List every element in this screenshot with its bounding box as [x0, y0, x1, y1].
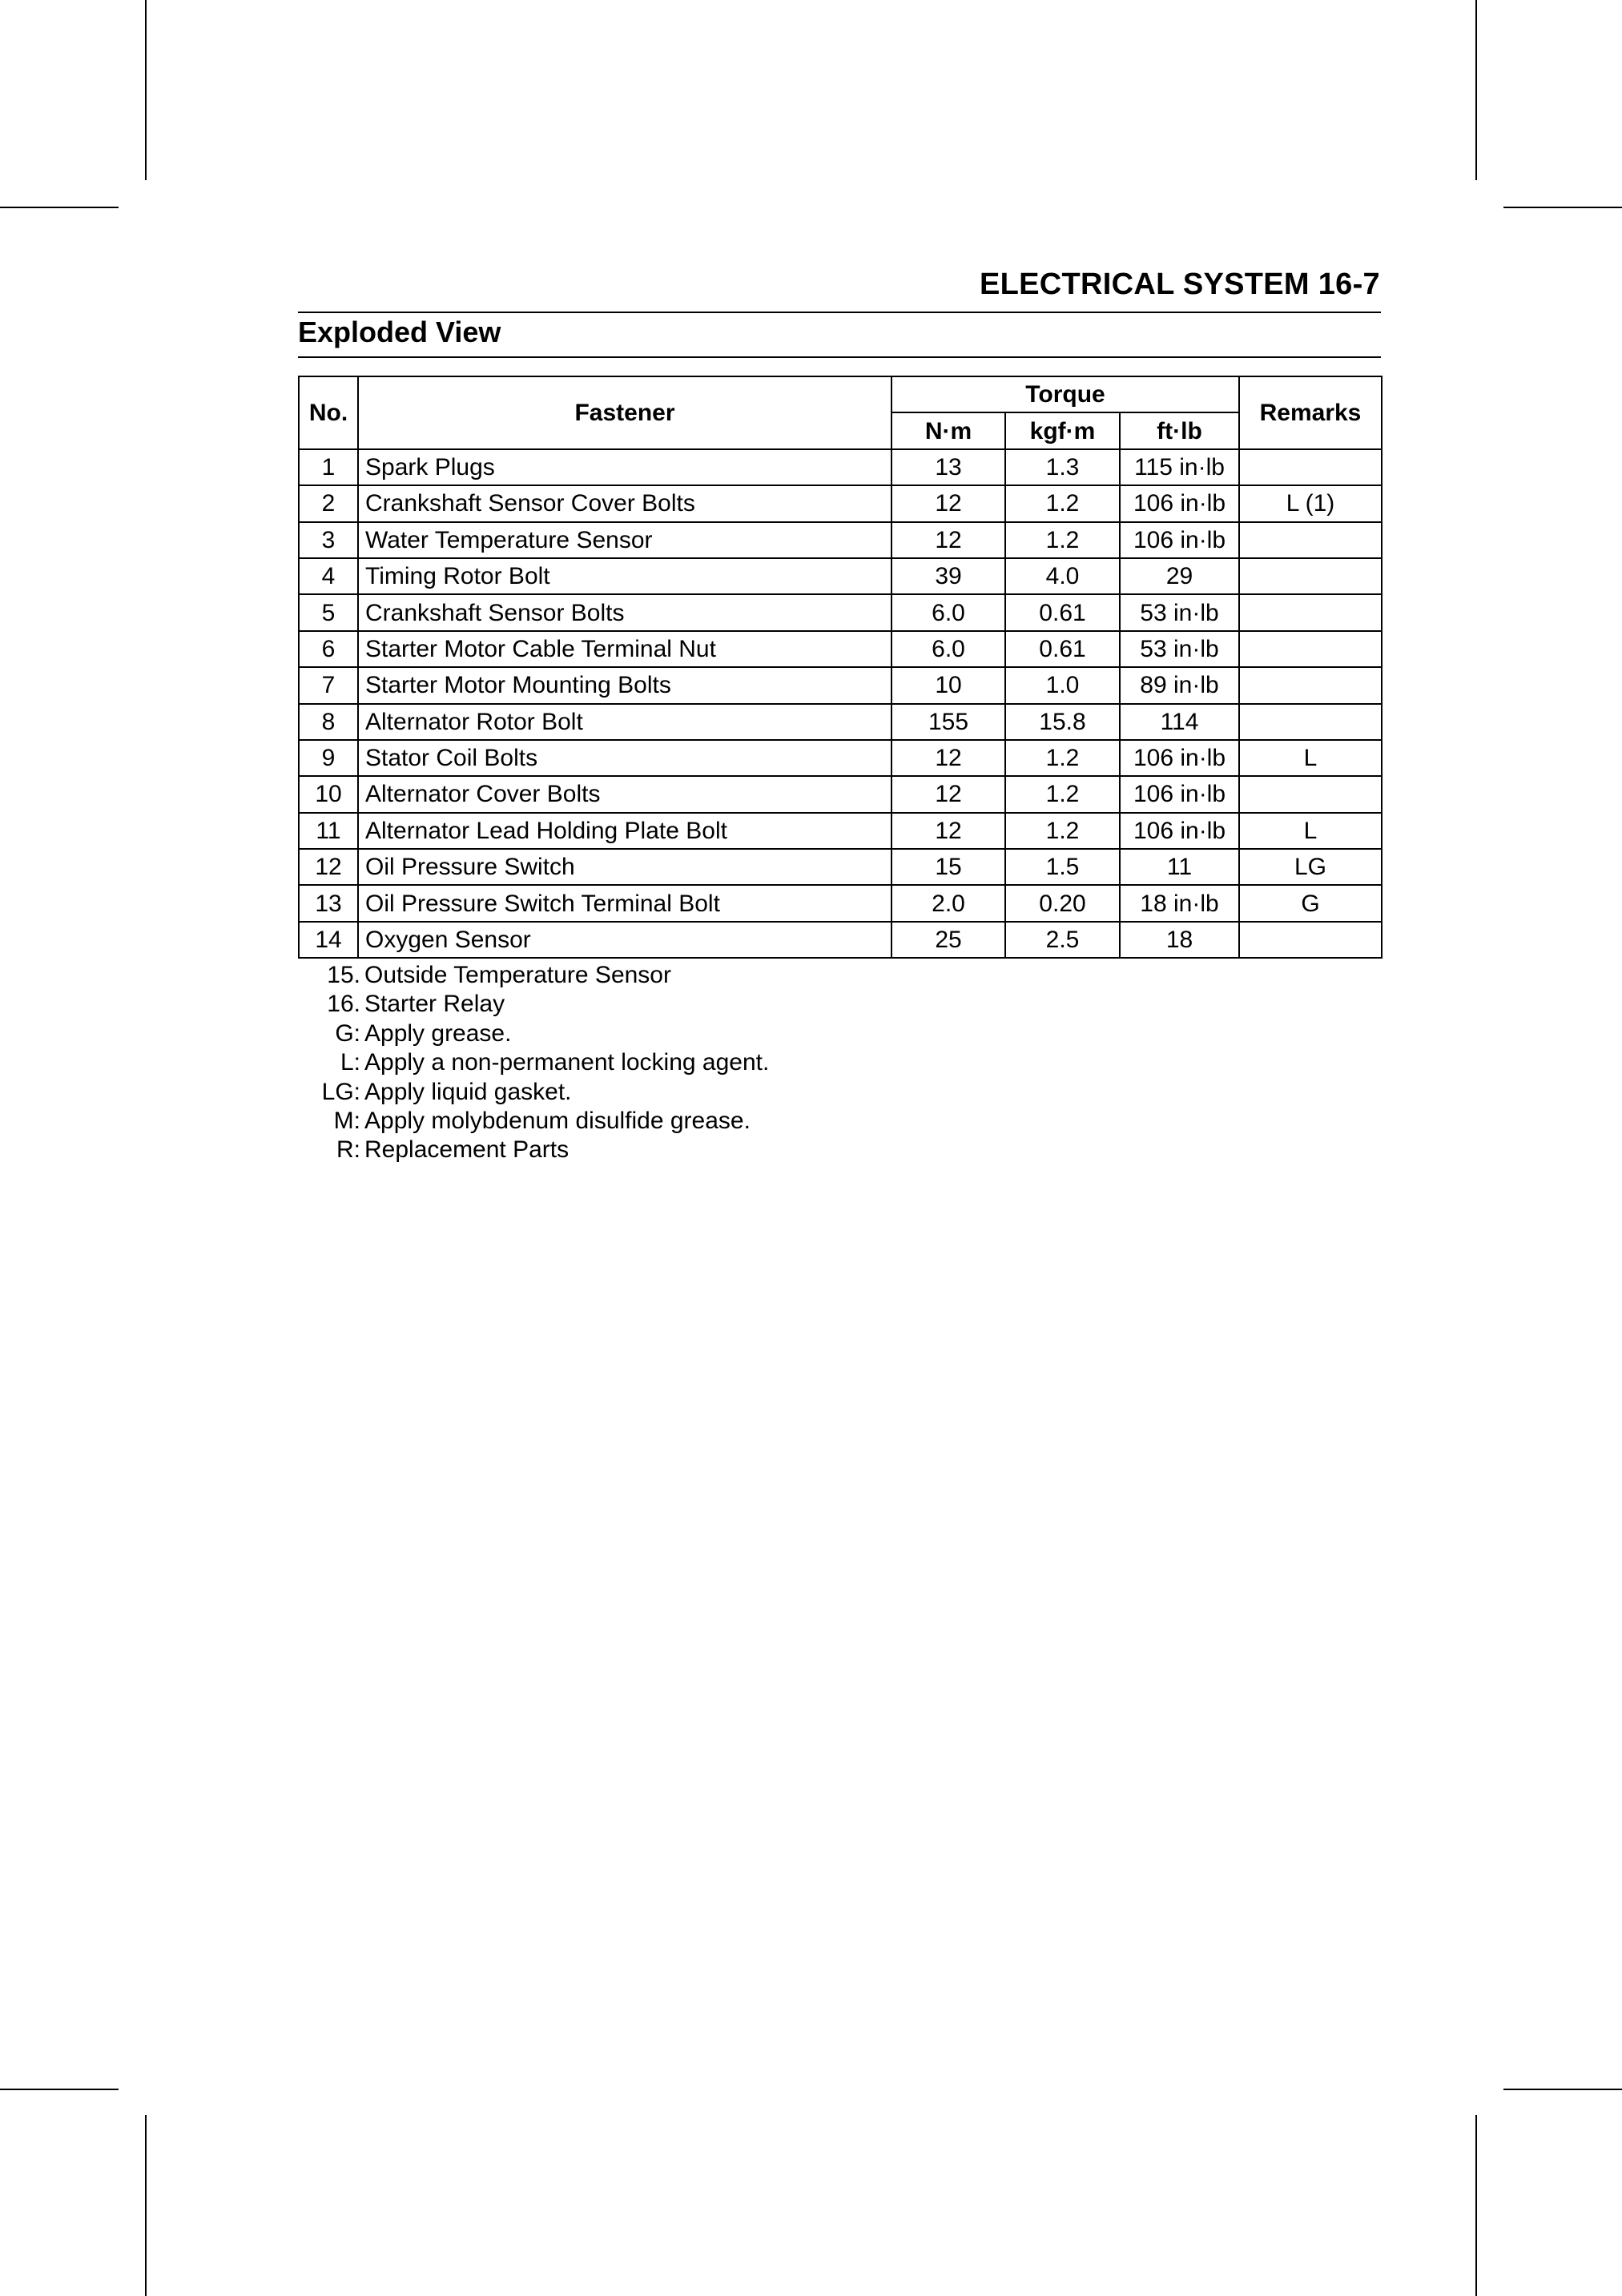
cell-no: 7 [299, 667, 358, 703]
notes-list [298, 961, 939, 1165]
cell-no: 1 [299, 449, 358, 485]
header-torque: Torque [891, 376, 1239, 412]
cell-ftlb: 106 in·lb [1120, 813, 1239, 849]
cell-kgfm: 1.2 [1005, 740, 1120, 776]
table-row [299, 485, 1382, 521]
cell-remarks [1239, 594, 1382, 630]
cell-nm: 6.0 [891, 631, 1005, 667]
cell-nm: 2.0 [891, 885, 1005, 921]
table-row [299, 922, 1382, 958]
cell-nm: 12 [891, 776, 1005, 812]
torque-table [298, 376, 1383, 959]
cell-fastener: Crankshaft Sensor Cover Bolts [358, 485, 891, 521]
cell-fastener: Alternator Lead Holding Plate Bolt [358, 813, 891, 849]
crop-mark [145, 2115, 147, 2296]
note-item [298, 1107, 939, 1136]
cell-remarks: G [1239, 885, 1382, 921]
header-remarks: Remarks [1239, 376, 1382, 449]
cell-nm: 12 [891, 485, 1005, 521]
cell-no: 2 [299, 485, 358, 521]
page-title: ELECTRICAL SYSTEM 16-7 [980, 267, 1380, 301]
cell-fastener: Spark Plugs [358, 449, 891, 485]
crop-mark [1475, 0, 1477, 180]
cell-ftlb: 18 in·lb [1120, 885, 1239, 921]
cell-remarks [1239, 667, 1382, 703]
cell-fastener: Oxygen Sensor [358, 922, 891, 958]
cell-kgfm: 2.5 [1005, 922, 1120, 958]
cell-kgfm: 0.20 [1005, 885, 1120, 921]
cell-ftlb: 89 in·lb [1120, 667, 1239, 703]
cell-ftlb: 106 in·lb [1120, 485, 1239, 521]
note-key: R: [336, 1136, 360, 1164]
cell-no: 4 [299, 558, 358, 594]
cell-kgfm: 0.61 [1005, 594, 1120, 630]
cell-fastener: Oil Pressure Switch Terminal Bolt [358, 885, 891, 921]
cell-fastener: Stator Coil Bolts [358, 740, 891, 776]
section-title: Exploded View [298, 316, 501, 348]
cell-remarks: L (1) [1239, 485, 1382, 521]
cell-nm: 13 [891, 449, 1005, 485]
header-ftlb: ft·lb [1120, 412, 1239, 448]
cell-fastener: Starter Motor Mounting Bolts [358, 667, 891, 703]
table-body [299, 449, 1382, 958]
table-row [299, 885, 1382, 921]
cell-fastener: Alternator Rotor Bolt [358, 704, 891, 740]
table-row [299, 740, 1382, 776]
crop-mark [0, 2089, 119, 2090]
note-text: Starter Relay [364, 991, 505, 1018]
cell-ftlb: 29 [1120, 558, 1239, 594]
note-text: Apply liquid gasket. [364, 1078, 572, 1105]
cell-no: 12 [299, 849, 358, 885]
cell-remarks [1239, 558, 1382, 594]
note-key: M: [333, 1108, 360, 1135]
cell-remarks [1239, 776, 1382, 812]
cell-nm: 15 [891, 849, 1005, 885]
note-item [298, 990, 939, 1019]
note-item [298, 1078, 939, 1107]
cell-kgfm: 0.61 [1005, 631, 1120, 667]
note-text: Replacement Parts [364, 1136, 570, 1164]
table-row [299, 594, 1382, 630]
header-no: No. [299, 376, 358, 449]
crop-mark [1503, 2089, 1622, 2090]
cell-no: 3 [299, 522, 358, 558]
cell-no: 6 [299, 631, 358, 667]
table-row [299, 667, 1382, 703]
cell-remarks: LG [1239, 849, 1382, 885]
cell-no: 14 [299, 922, 358, 958]
table-header-row [299, 376, 1382, 412]
cell-nm: 6.0 [891, 594, 1005, 630]
cell-nm: 12 [891, 813, 1005, 849]
header-kgfm: kgf·m [1005, 412, 1120, 448]
cell-no: 9 [299, 740, 358, 776]
header-rule [298, 312, 1381, 313]
header-nm: N·m [891, 412, 1005, 448]
cell-remarks [1239, 449, 1382, 485]
cell-kgfm: 1.2 [1005, 485, 1120, 521]
cell-nm: 39 [891, 558, 1005, 594]
table-row [299, 813, 1382, 849]
cell-ftlb: 18 [1120, 922, 1239, 958]
note-item [298, 1136, 939, 1164]
cell-remarks [1239, 631, 1382, 667]
table-row [299, 849, 1382, 885]
note-key: LG: [321, 1078, 360, 1105]
cell-nm: 155 [891, 704, 1005, 740]
cell-nm: 12 [891, 522, 1005, 558]
cell-ftlb: 11 [1120, 849, 1239, 885]
crop-mark [1503, 207, 1622, 208]
cell-kgfm: 15.8 [1005, 704, 1120, 740]
note-key: L: [340, 1049, 360, 1076]
table-row [299, 776, 1382, 812]
table-row [299, 522, 1382, 558]
crop-mark [1475, 2115, 1477, 2296]
cell-kgfm: 1.2 [1005, 522, 1120, 558]
note-key: 15. [327, 962, 360, 988]
cell-remarks: L [1239, 740, 1382, 776]
note-item [298, 1019, 939, 1048]
cell-ftlb: 114 [1120, 704, 1239, 740]
cell-ftlb: 53 in·lb [1120, 631, 1239, 667]
cell-fastener: Oil Pressure Switch [358, 849, 891, 885]
note-text: Apply grease. [364, 1019, 512, 1047]
cell-kgfm: 1.5 [1005, 849, 1120, 885]
cell-fastener: Starter Motor Cable Terminal Nut [358, 631, 891, 667]
table-row [299, 704, 1382, 740]
cell-ftlb: 115 in·lb [1120, 449, 1239, 485]
cell-nm: 25 [891, 922, 1005, 958]
cell-no: 13 [299, 885, 358, 921]
note-text: Apply molybdenum disulfide grease. [364, 1108, 751, 1135]
cell-ftlb: 53 in·lb [1120, 594, 1239, 630]
cell-fastener: Water Temperature Sensor [358, 522, 891, 558]
crop-mark [0, 207, 119, 208]
cell-ftlb: 106 in·lb [1120, 776, 1239, 812]
cell-remarks [1239, 922, 1382, 958]
cell-kgfm: 4.0 [1005, 558, 1120, 594]
cell-ftlb: 106 in·lb [1120, 740, 1239, 776]
note-text: Outside Temperature Sensor [364, 962, 671, 988]
cell-fastener: Timing Rotor Bolt [358, 558, 891, 594]
cell-remarks [1239, 704, 1382, 740]
header-fastener: Fastener [358, 376, 891, 449]
cell-remarks [1239, 522, 1382, 558]
cell-fastener: Alternator Cover Bolts [358, 776, 891, 812]
table-row [299, 631, 1382, 667]
section-rule [298, 356, 1381, 358]
note-key: 16. [327, 991, 360, 1018]
cell-no: 8 [299, 704, 358, 740]
table-row [299, 558, 1382, 594]
cell-fastener: Crankshaft Sensor Bolts [358, 594, 891, 630]
note-key: G: [335, 1019, 360, 1047]
cell-kgfm: 1.2 [1005, 813, 1120, 849]
cell-no: 10 [299, 776, 358, 812]
note-item [298, 961, 939, 990]
cell-no: 5 [299, 594, 358, 630]
cell-no: 11 [299, 813, 358, 849]
table-row [299, 449, 1382, 485]
cell-nm: 12 [891, 740, 1005, 776]
cell-kgfm: 1.2 [1005, 776, 1120, 812]
cell-nm: 10 [891, 667, 1005, 703]
note-text: Apply a non-permanent locking agent. [364, 1049, 770, 1076]
cell-remarks: L [1239, 813, 1382, 849]
note-item [298, 1048, 939, 1077]
cell-ftlb: 106 in·lb [1120, 522, 1239, 558]
cell-kgfm: 1.0 [1005, 667, 1120, 703]
crop-mark [145, 0, 147, 180]
cell-kgfm: 1.3 [1005, 449, 1120, 485]
